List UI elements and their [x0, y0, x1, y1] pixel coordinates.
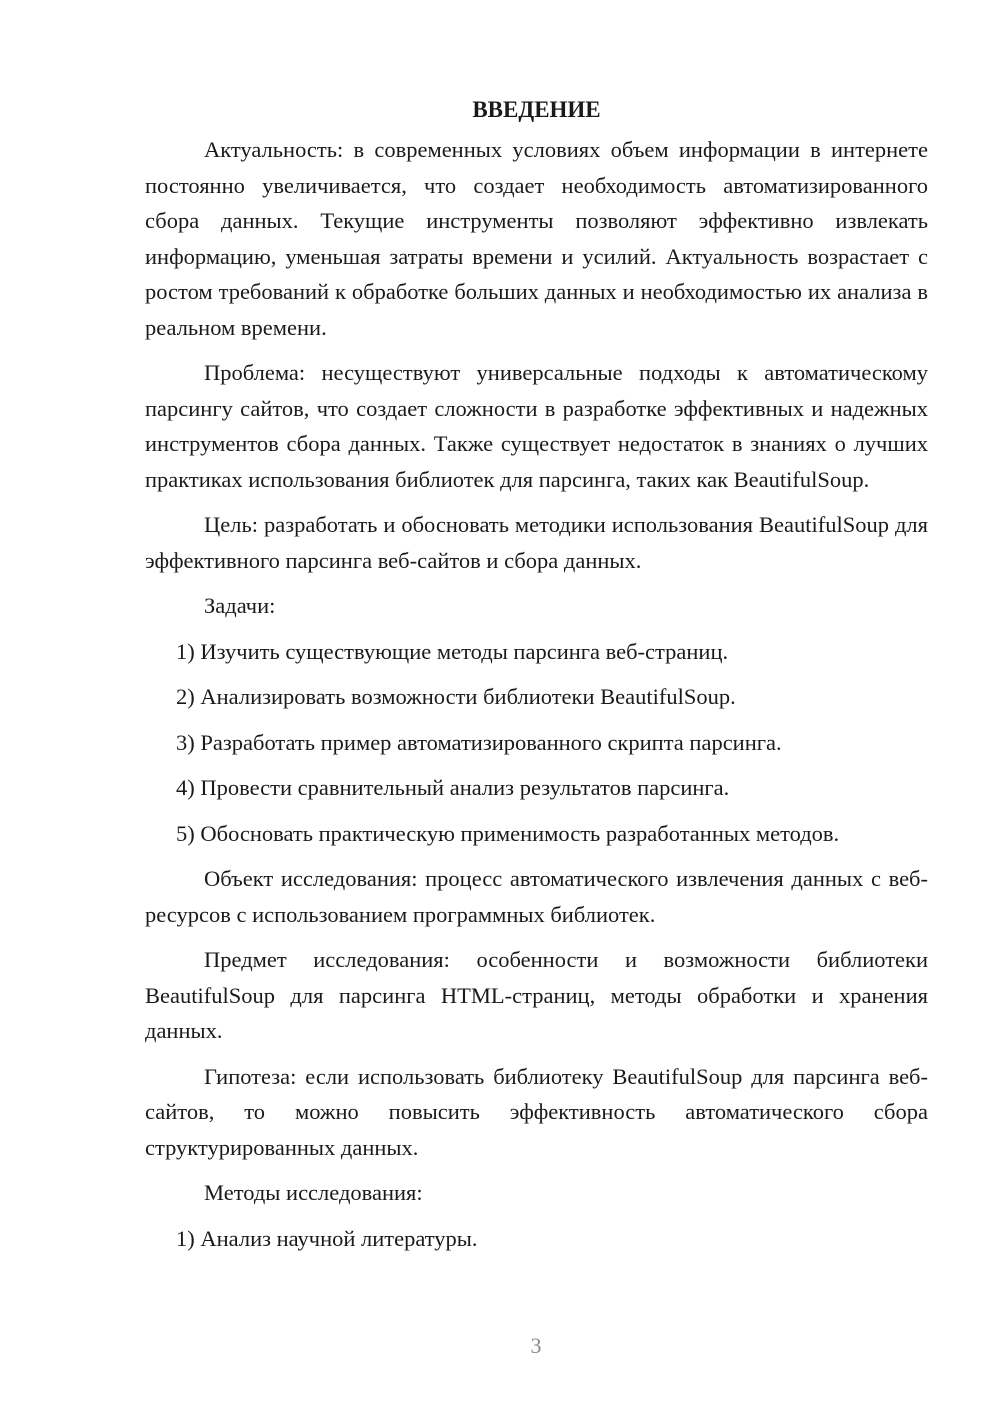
- tasks-label: Задачи:: [204, 593, 276, 618]
- object-paragraph: Объект исследования: процесс автоматического извлечения данных с веб-ресурсов с использованием программных библиотек.: [145, 866, 928, 927]
- document-page: [145, 92, 928, 1266]
- method-item: 1) Анализ научной литературы.: [176, 1225, 478, 1251]
- task-item: 5) Обосновать практическую применимость разработанных методов.: [176, 820, 840, 846]
- goal-paragraph: Цель: разработать и обосновать методики использования BeautifulSoup для эффективного парсинга веб-сайтов и сбора данных.: [145, 512, 928, 573]
- relevance-paragraph: Актуальность: в современных условиях объем информации в интернете постоянно увеличивается, что создает необходимость автоматизированного сбора данных. Текущие инструменты позволяют эффективно извлекать информацию, уменьшая затраты времени и усилий. Актуальность возрастает с ростом требований к обработке больших данных и необходимостью их анализа в реальном времени.: [145, 137, 928, 340]
- page-number: 3: [530, 1333, 542, 1358]
- section-title: ВВЕДЕНИЕ: [472, 97, 601, 122]
- methods-label: Методы исследования:: [204, 1180, 423, 1205]
- subject-paragraph: Предмет исследования: особенности и возможности библиотеки BeautifulSoup для парсинга HTML-страниц, методы обработки и хранения данных.: [145, 947, 928, 1043]
- task-item: 4) Провести сравнительный анализ результатов парсинга.: [176, 775, 730, 800]
- task-item: 1) Изучить существующие методы парсинга веб-страниц.: [176, 638, 729, 664]
- task-item: 2) Анализировать возможности библиотеки BeautifulSoup.: [176, 684, 736, 709]
- hypothesis-paragraph: Гипотеза: если использовать библиотеку BeautifulSoup для парсинга веб-сайтов, то можно повысить эффективность автоматического сбора структурированных данных.: [145, 1063, 928, 1160]
- problem-paragraph: Проблема: несуществуют универсальные подходы к автоматическому парсингу сайтов, что создает сложности в разработке эффективных и надежных инструментов сбора данных. Также существует недостаток в знаниях о лучших практиках использования библиотек для парсинга, таких как BeautifulSoup.: [145, 360, 928, 492]
- task-item: 3) Разработать пример автоматизированного скрипта парсинга.: [176, 729, 782, 755]
